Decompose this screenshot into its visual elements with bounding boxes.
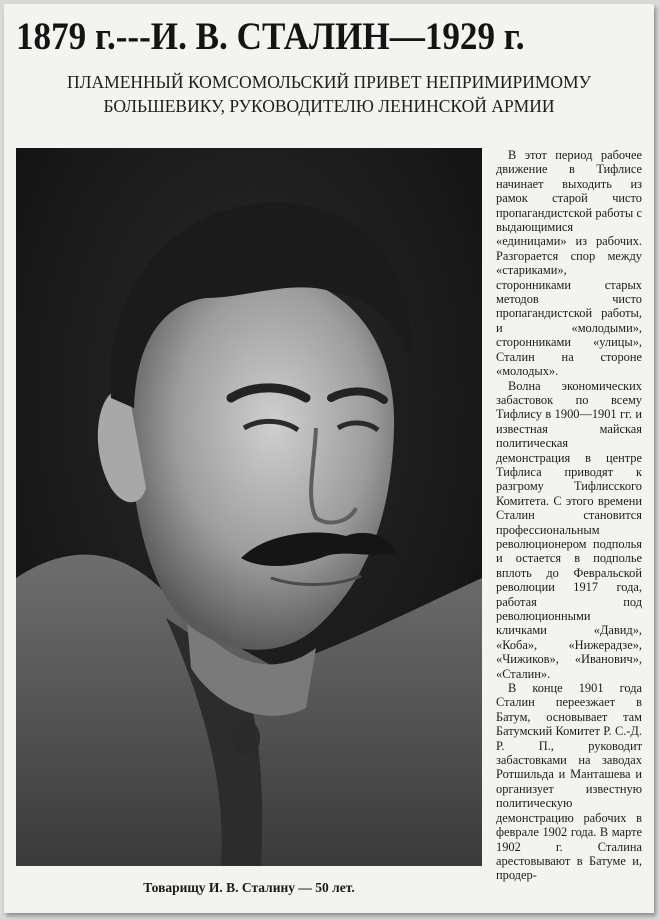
subheadline-line-2: БОЛЬШЕВИКУ, РУКОВОДИТЕЛЮ ЛЕНИНСКОЙ АРМИИ xyxy=(103,96,555,116)
article-paragraph: В этот период рабочее движение в Тифлисе начинает выходить из рамок старой чисто пропагандистской работы с выдающимися «единицами» из рабочих. Разгорается спор между «стариками», сторонниками старых методов чисто пропагандистской работы, и «молодыми», сторонниками «улицы», Сталин на стороне «молодых». xyxy=(496,148,642,379)
newspaper-page xyxy=(4,4,654,913)
article-column xyxy=(496,148,642,910)
article-paragraph: Волна экономических забастовок по всему Тифлису в 1900—1901 гг. и известная майская политическая демонстрация в центре Тифлиса приводят к разгрому Тифлисского Комитета. С этого времени Сталин становится профессиональным революционером подполья и остается в подполье вплоть до Февральской революции 1917 года, работая под революционными кличками «Давид», «Коба», «Нижерадзе», «Чижиков», «Иванович», «Сталин». xyxy=(496,378,642,681)
photo-caption: Товарищу И. В. Сталину — 50 лет. xyxy=(143,880,355,895)
article-paragraph: В конце 1901 года Сталин переезжает в Батум, основывает там Батумский Комитет Р. С.-Д. Р. П., руководит забастовками на заводах Ротшильда и Манташева и организует известную политическую демонстрацию рабочих в феврале 1902 года. В марте 1902 г. Сталина арестовывают в Батуме и, продер- xyxy=(496,681,642,883)
portrait-photo xyxy=(16,148,482,866)
portrait-illustration xyxy=(16,148,482,866)
subheadline-line-1: ПЛАМЕННЫЙ КОМСОМОЛЬСКИЙ ПРИВЕТ НЕПРИМИРИМОМУ xyxy=(67,72,591,92)
headline: 1879 г.---И. В. СТАЛИН—1929 г. xyxy=(16,15,525,58)
subheadline xyxy=(4,70,654,118)
